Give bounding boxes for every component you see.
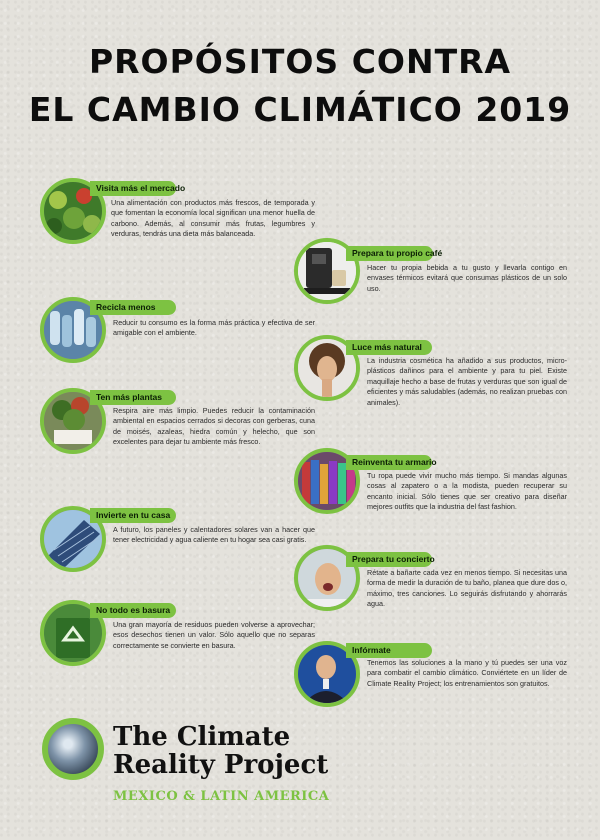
resolution-label: Visita más el mercado: [90, 181, 176, 196]
resolution-label: No todo es basura: [90, 603, 176, 618]
resolution-label: Prepara tu propio café: [346, 246, 433, 261]
resolution-text: Reducir tu consumo es la forma más práctica y efectiva de ser amigable con el ambiente.: [113, 318, 315, 338]
resolution-text: Rétate a bañarte cada vez en menos tiempo. Si necesitas una forma de medir la duración de tu baño, planea que dure dos o, máximo, tres canciones. Lo seguirás disfrutando y ahorrarás agua.: [367, 568, 567, 609]
resolution-text: Respira aire más limpio. Puedes reducir la contaminación ambiental en espacios cerrados si decoras con gerberas, cuna de moisés, azaleas, hiedra común y helecho, que son excelentes para dejar tu ambiente más fresco.: [113, 406, 315, 447]
logo-name-line-2: Reality Project: [113, 750, 329, 780]
page-title-line-1: PROPÓSITOS CONTRA: [88, 42, 512, 81]
logo-name-line-1: The Climate: [113, 722, 291, 752]
resolution-text: Tenemos las soluciones a la mano y tú puedes ser una voz para combatir el cambio climático. Conviértete en un líder de Climate Reality Project; los entrenamientos son gratuitos.: [367, 658, 567, 688]
page-title-line-2: EL CAMBIO CLIMÁTICO 2019: [28, 90, 572, 129]
resolution-label: Reinventa tu armario: [346, 455, 432, 470]
resolution-label: Infórmate: [346, 643, 432, 658]
resolution-text: Hacer tu propia bebida a tu gusto y llevarla contigo en envases térmicos evitará que consumas plásticos de un solo uso.: [367, 263, 567, 293]
resolution-label: Prepara tu concierto: [346, 552, 432, 567]
earth-globe-icon: [42, 718, 104, 780]
logo-subtitle: MEXICO & LATIN AMERICA: [113, 789, 330, 804]
resolution-text: Una alimentación con productos más frescos, de temporada y que fomentan la economía local significan una menor huella de carbono. Además, al consumir más frutas, legumbres y verduras, tendrás una dieta más balanceada.: [111, 198, 315, 239]
resolution-label: Luce más natural: [346, 340, 432, 355]
resolution-text: A futuro, los paneles y calentadores solares van a hacer que tener electricidad y agua caliente en tu hogar sea casi gratis.: [113, 525, 315, 545]
resolution-label: Invierte en tu casa: [90, 508, 176, 523]
resolution-text: Tu ropa puede vivir mucho más tiempo. Si mandas algunas cosas al zapatero o a la modista, pueden recuperar su encanto inicial. Sólo tienes que ser creativo para diseñar mejores outfits que la industria del fast fashion.: [367, 471, 567, 512]
resolution-text: La industria cosmética ha añadido a sus productos, micro-plásticos dañinos para el ambiente y para tu piel. Existe maquillaje hecho a base de frutas y verduras que son igual de eficientes y más saludables (además, no realizan pruebas con animales).: [367, 356, 567, 407]
resolution-text: Una gran mayoría de residuos pueden volverse a aprovechar; esos desechos tienen un valor. Sólo aquello que no separas correctamente se convierte en basura.: [113, 620, 315, 650]
resolution-label: Recicla menos: [90, 300, 176, 315]
resolution-label: Ten más plantas: [90, 390, 176, 405]
